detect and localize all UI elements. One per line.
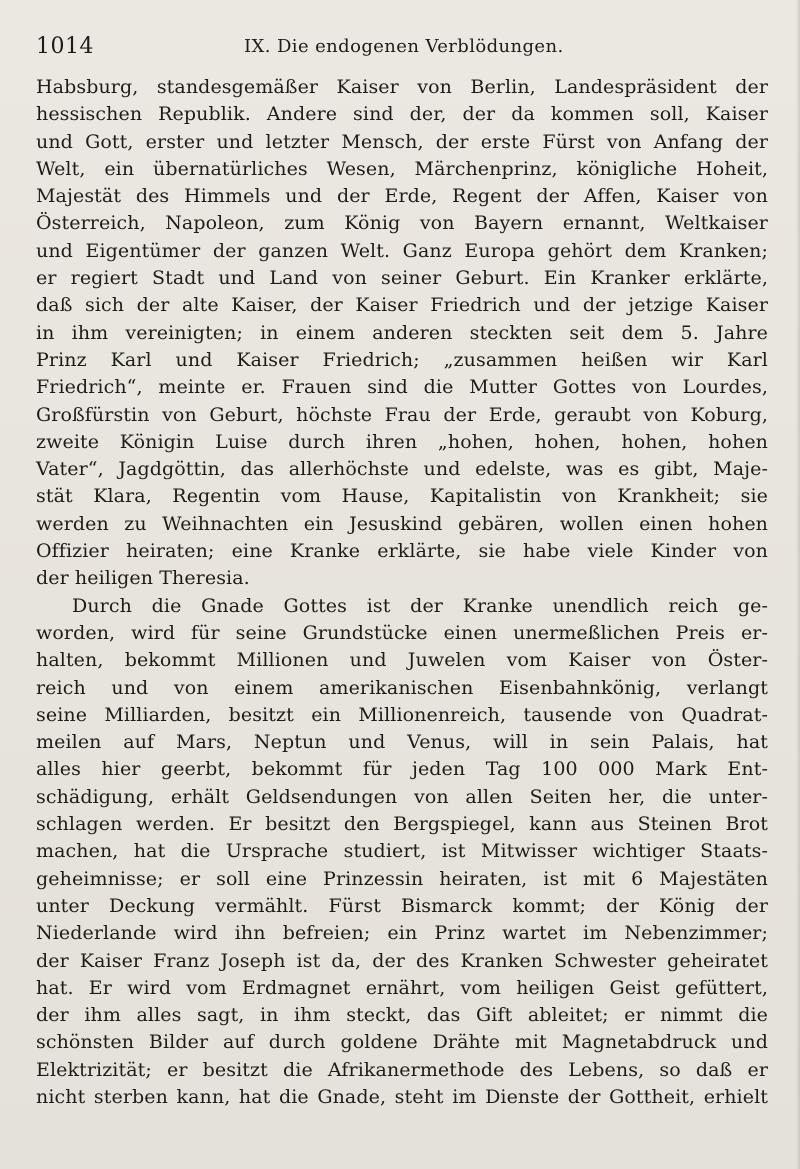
text-line: Vater“, Jagdgöttin, das allerhöchste und edelste, was es gibt, Maje- <box>36 458 768 481</box>
text-line: halten, bekommt Millionen und Juwelen vom Kaiser von Öster- <box>36 649 768 672</box>
text-line: der ihm alles sagt, in ihm steckt, das Gift ableitet; er nimmt die <box>36 1004 768 1027</box>
paragraph-1 <box>36 74 768 593</box>
text-line: und Eigentümer der ganzen Welt. Ganz Europa gehört dem Kranken; <box>36 239 768 262</box>
text-line: der Kaiser Franz Joseph ist da, der des Kranken Schwester geheiratet <box>36 949 768 972</box>
text-line: in ihm vereinigten; in einem anderen steckten seit dem 5. Jahre <box>36 321 768 344</box>
text-line: machen, hat die Ursprache studiert, ist Mitwisser wichtiger Staats- <box>36 840 768 863</box>
text-line: Offizier heiraten; eine Kranke erklärte, sie habe viele Kinder von <box>36 540 768 563</box>
page-edge-shadow <box>796 0 800 1169</box>
text-line: reich und von einem amerikanischen Eisenbahnkönig, verlangt <box>36 676 768 699</box>
text-line: Welt, ein übernatürliches Wesen, Märchenprinz, königliche Hoheit, <box>36 157 768 180</box>
text-line: Durch die Gnade Gottes ist der Kranke unendlich reich ge- <box>72 594 768 617</box>
text-line: stät Klara, Regentin vom Hause, Kapitalistin von Krankheit; sie <box>36 485 768 508</box>
text-line: und Gott, erster und letzter Mensch, der erste Fürst von Anfang der <box>36 130 768 153</box>
text-line: Elektrizität; er besitzt die Afrikanermethode des Lebens, so daß er <box>36 1058 768 1081</box>
text-line: worden, wird für seine Grundstücke einen unermeßlichen Preis er- <box>36 621 768 644</box>
text-line: Majestät des Himmels und der Erde, Regent der Affen, Kaiser von <box>36 185 768 208</box>
text-line: schädigung, erhält Geldsendungen von allen Seiten her, die unter- <box>36 785 768 808</box>
text-line: Friedrich“, meinte er. Frauen sind die Mutter Gottes von Lourdes, <box>36 376 768 399</box>
text-line: Niederlande wird ihn befreien; ein Prinz wartet im Nebenzimmer; <box>36 922 768 945</box>
text-line: nicht sterben kann, hat die Gnade, steht im Dienste der Gottheit, erhielt <box>36 1085 768 1108</box>
text-line: er regiert Stadt und Land von seiner Geburt. Ein Kranker erklärte, <box>36 267 768 290</box>
text-line: werden zu Weihnachten ein Jesuskind gebären, wollen einen hohen <box>36 512 768 535</box>
text-line: Großfürstin von Geburt, höchste Frau der Erde, geraubt von Koburg, <box>36 403 768 426</box>
text-line: Habsburg, standesgemäßer Kaiser von Berlin, Landespräsident der <box>36 76 768 98</box>
text-line: seine Milliarden, besitzt ein Millionenreich, tausende von Quadrat- <box>36 703 768 726</box>
body-text <box>36 74 768 1111</box>
text-line: hat. Er wird vom Erdmagnet ernährt, vom heiligen Geist gefüttert, <box>36 976 768 999</box>
page-header <box>36 34 768 62</box>
text-line: meilen auf Mars, Neptun und Venus, will in sein Palais, hat <box>36 731 768 754</box>
paragraph-2 <box>36 593 768 1112</box>
text-line: unter Deckung vermählt. Fürst Bismarck kommt; der König der <box>36 894 768 917</box>
text-line: schlagen werden. Er besitzt den Bergspiegel, kann aus Steinen Brot <box>36 813 768 836</box>
text-line: alles hier geerbt, bekommt für jeden Tag 100 000 Mark Ent- <box>36 758 768 781</box>
page-number: 1014 <box>36 34 94 59</box>
text-line: Prinz Karl und Kaiser Friedrich; „zusammen heißen wir Karl <box>36 348 768 371</box>
text-line: Österreich, Napoleon, zum König von Bayern ernannt, Weltkaiser <box>36 212 768 235</box>
running-head: IX. Die endogenen Verblödungen. <box>244 36 564 57</box>
text-line: hessischen Republik. Andere sind der, der da kommen soll, Kaiser <box>36 103 768 126</box>
text-line: schönsten Bilder auf durch goldene Drähte mit Magnetabdruck und <box>36 1031 768 1054</box>
text-line: der heiligen Theresia. <box>36 567 250 590</box>
text-line: zweite Königin Luise durch ihren „hohen, hohen, hohen, hohen <box>36 430 768 453</box>
text-line: daß sich der alte Kaiser, der Kaiser Friedrich und der jetzige Kaiser <box>36 294 768 317</box>
text-line: geheimnisse; er soll eine Prinzessin heiraten, ist mit 6 Majestäten <box>36 867 768 890</box>
